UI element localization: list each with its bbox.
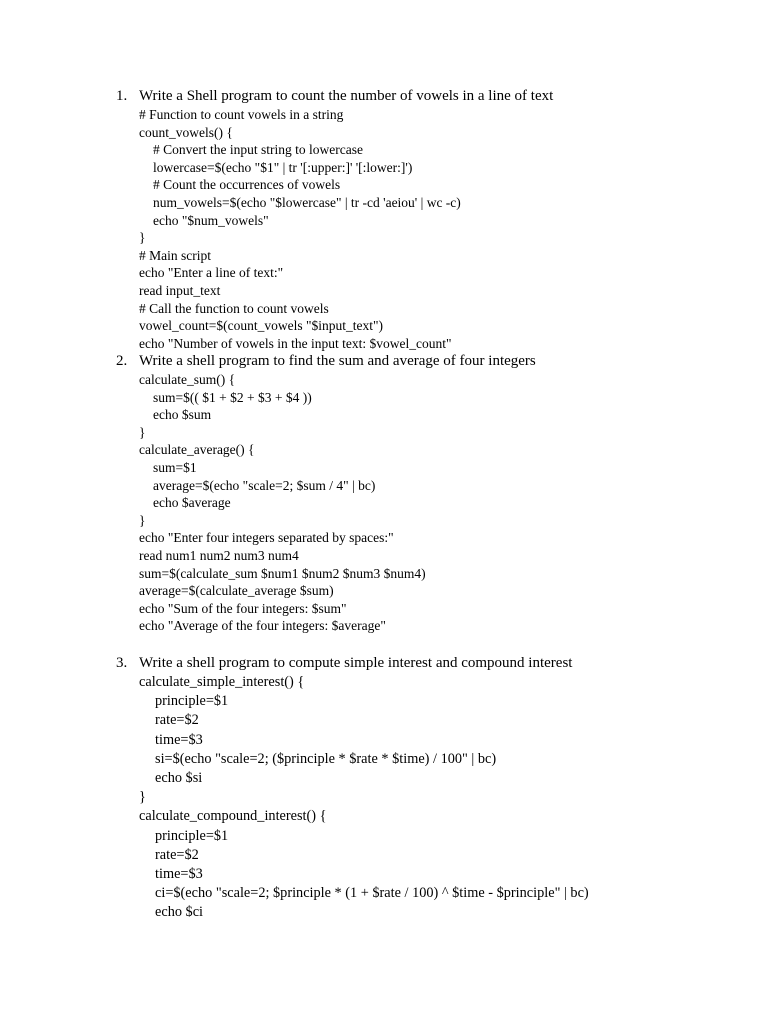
question-3-title: Write a shell program to compute simple interest and compound interest xyxy=(139,655,573,671)
code-line: calculate_simple_interest() { xyxy=(139,674,305,690)
question-1-code xyxy=(139,106,461,352)
code-line: calculate_sum() { xyxy=(139,372,236,387)
code-line: read num1 num2 num3 num4 xyxy=(139,547,299,563)
code-line: } xyxy=(139,230,146,246)
code-line: } xyxy=(139,512,146,528)
code-line: echo "Enter a line of text:" xyxy=(139,265,284,281)
code-line: echo $sum xyxy=(153,407,212,423)
code-line: average=$(echo "scale=2; $sum / 4" | bc) xyxy=(153,477,376,493)
code-line: vowel_count=$(count_vowels "$input_text") xyxy=(139,318,383,334)
code-line: echo "Number of vowels in the input text: $vowel_count" xyxy=(139,335,452,351)
code-line: calculate_average() { xyxy=(139,442,255,458)
code-line: echo "Average of the four integers: $average" xyxy=(139,618,386,634)
code-line: lowercase=$(echo "$1" | tr '[:upper:]' '[:lower:]') xyxy=(153,159,413,175)
code-line: read input_text xyxy=(139,282,221,298)
code-line: } xyxy=(139,789,146,806)
code-line: rate=$2 xyxy=(155,712,199,729)
question-2-number: 2. xyxy=(116,353,128,369)
code-line: echo "$num_vowels" xyxy=(153,212,269,228)
code-line: average=$(calculate_average $sum) xyxy=(139,583,334,599)
code-line: sum=$1 xyxy=(153,459,197,475)
question-3-number: 3. xyxy=(116,655,128,671)
code-line: # Call the function to count vowels xyxy=(139,300,329,316)
code-line: principle=$1 xyxy=(155,827,229,844)
code-line: sum=$(( $1 + $2 + $3 + $4 )) xyxy=(153,389,312,405)
code-line: } xyxy=(139,424,146,440)
code-line: si=$(echo "scale=2; ($principle * $rate * $time) / 100" | bc) xyxy=(155,750,497,767)
code-line: echo $ci xyxy=(155,904,204,921)
code-line: echo $average xyxy=(153,495,231,511)
code-line: # Convert the input string to lowercase xyxy=(153,142,363,158)
code-line: echo $si xyxy=(155,770,203,787)
code-line: echo "Sum of the four integers: $sum" xyxy=(139,600,347,616)
question-2-code xyxy=(139,371,426,635)
code-line: time=$3 xyxy=(155,731,203,748)
code-line: sum=$(calculate_sum $num1 $num2 $num3 $num4) xyxy=(139,565,426,581)
code-line: principle=$1 xyxy=(155,693,229,710)
question-1-title: Write a Shell program to count the number of vowels in a line of text xyxy=(139,88,554,104)
code-line: # Count the occurrences of vowels xyxy=(153,177,341,193)
code-line: echo "Enter four integers separated by spaces:" xyxy=(139,530,394,546)
question-3-code xyxy=(139,673,589,923)
question-2-title: Write a shell program to find the sum and average of four integers xyxy=(139,353,536,369)
question-1-number: 1. xyxy=(116,88,128,104)
code-line: rate=$2 xyxy=(155,846,199,863)
code-line: # Main script xyxy=(139,247,211,263)
code-line: ci=$(echo "scale=2; $principle * (1 + $rate / 100) ^ $time - $principle" | bc) xyxy=(155,885,589,902)
code-line: count_vowels() { xyxy=(139,124,233,140)
code-line: calculate_compound_interest() { xyxy=(139,808,327,825)
code-line: num_vowels=$(echo "$lowercase" | tr -cd 'aeiou' | wc -c) xyxy=(153,194,461,210)
code-line: time=$3 xyxy=(155,866,203,883)
code-line: # Function to count vowels in a string xyxy=(139,107,344,122)
